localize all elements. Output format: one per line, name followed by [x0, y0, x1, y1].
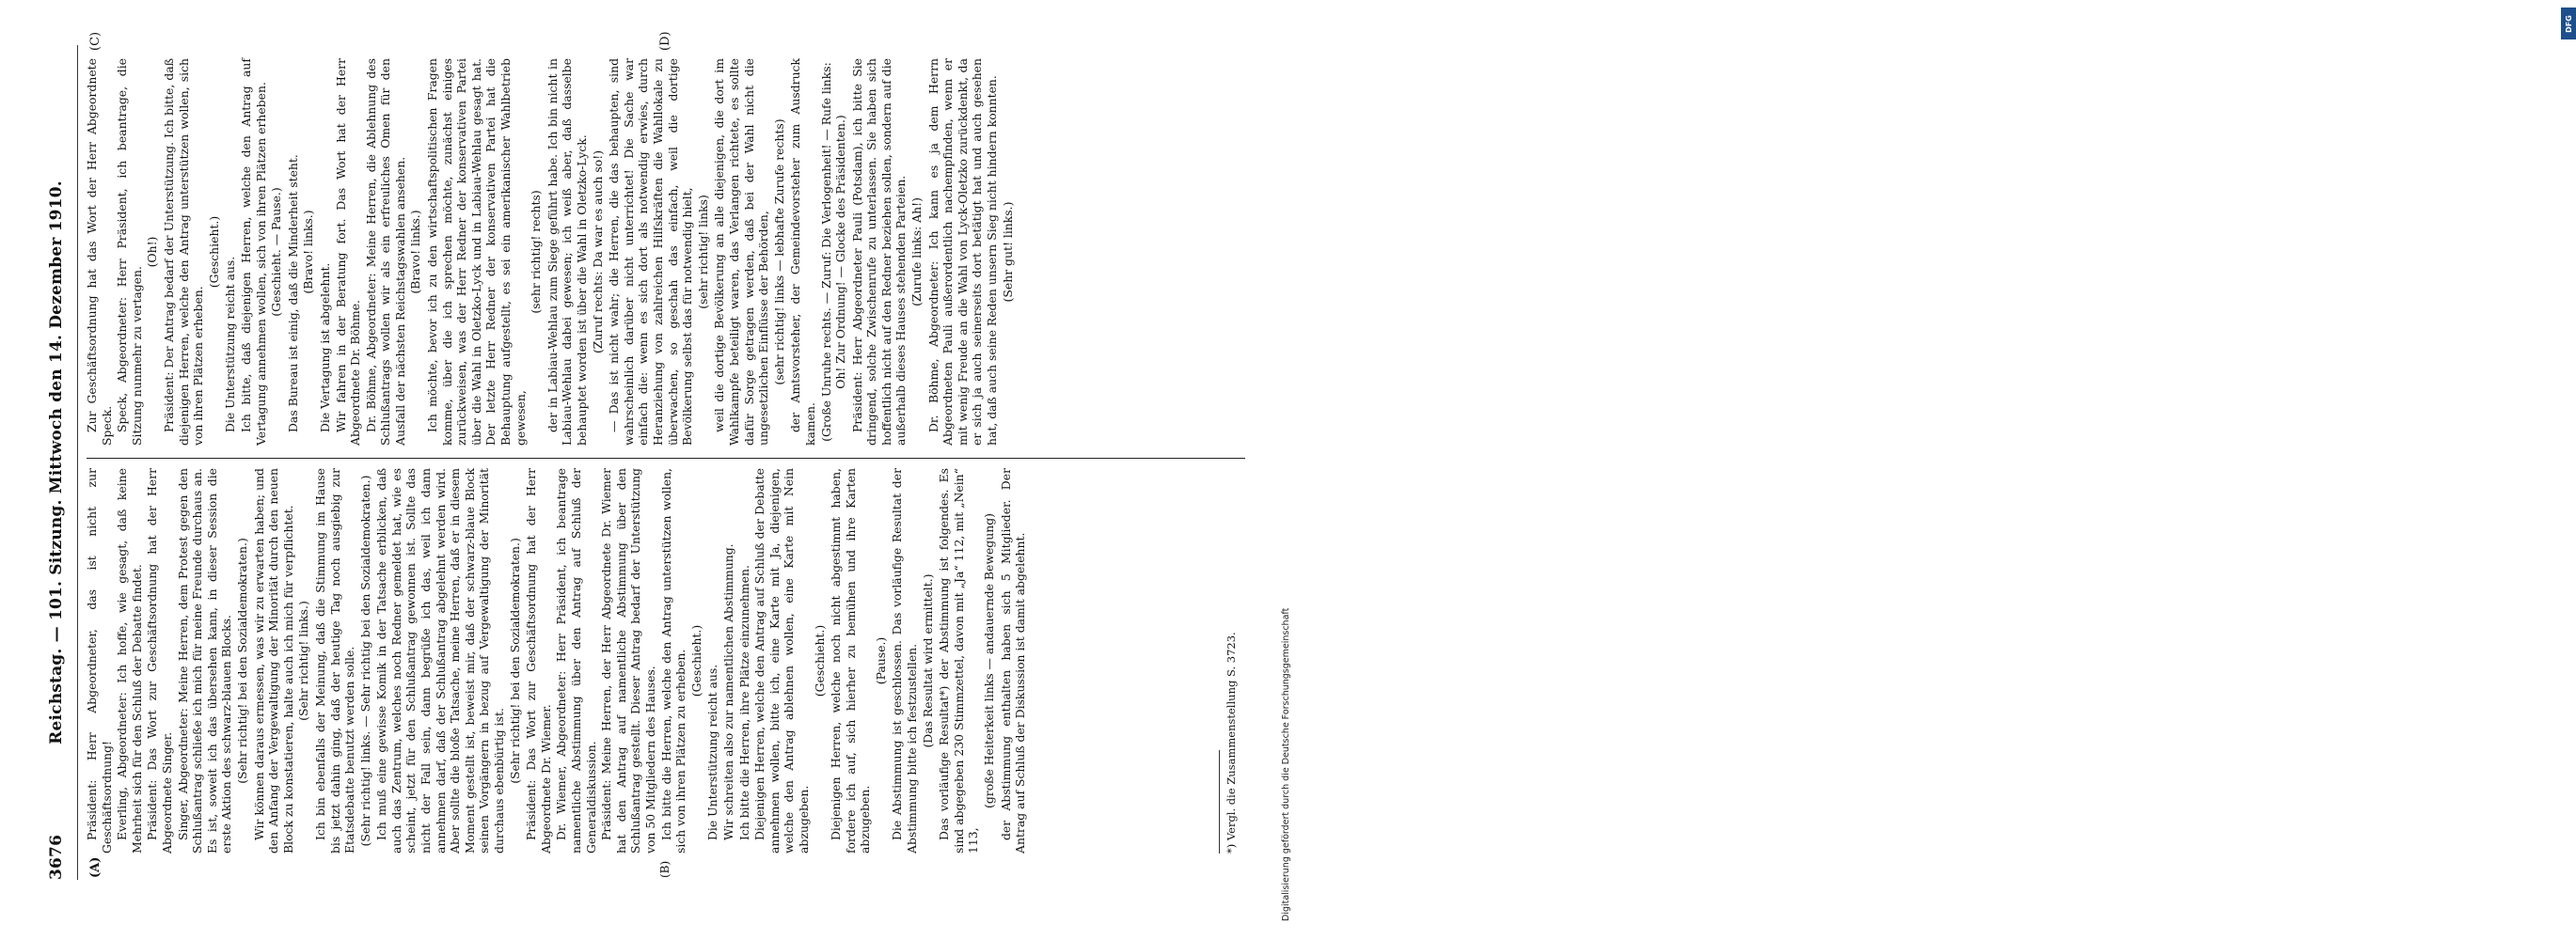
- paragraph: Ich bin ebenfalls der Meinung, daß die Stimmung im Hause bis jetzt dahin ging, daß der heutige Tag noch ausgiebig zur Etatsdebatte benutzt werden solle.: [312, 468, 357, 854]
- interjection: (sehr richtig! rechts): [529, 190, 544, 314]
- interjection: (Sehr richtig! links. — Sehr richtig bei den Sozialdemokraten.): [357, 475, 372, 847]
- paragraph: Präsident: Der Antrag bedarf der Unterstützung. Ich bitte, daß diejenigen Herren, welche den Antrag unterstützen wollen, sich von ihren Plätzen erheben.: [161, 58, 206, 446]
- interjection: (Oh!): [145, 236, 160, 268]
- section-marker-a: (A): [88, 856, 103, 878]
- digitization-credit: Digitalisierung gefördert durch die Deutsche Forschungsgemeinschaft: [1281, 607, 1291, 921]
- footnote: *) Vergl. die Zusammenstellung S. 3723.: [1225, 632, 1238, 854]
- interjection: (Geschieht.): [206, 215, 221, 289]
- paragraph: Speck, Abgeordneter: Herr Präsident, ich beantrage, die Sitzung nunmehr zu vertagen.: [115, 58, 144, 446]
- interjection: (Sehr gut! links.): [1000, 201, 1015, 303]
- footnote-rule: [1219, 750, 1220, 854]
- paragraph: der Abstimmung enthalten haben sich 5 Mitglieder. Der Antrag auf Schluß der Diskussion ist damit abgelehnt.: [998, 468, 1028, 854]
- paragraph: Ich muß eine gewisse Komik in der Tatsache erblicken, daß auch das Zentrum, welches noch Redner gemeldet hat, wie es scheint, jetzt für den Schlußantrag gewonnen ist. Sollte das nicht der Fall sein, dann begrüße ich das, weil ich dann annehmen darf, daß der Schlußantrag abgelehnt werden wird. Aber sollte die bloße Tatsache, meine Herren, daß er in diesem Moment gestellt ist, beweist mir, daß der schwarz-blaue Block seinen Vorgängern in bezug auf Vergewaltigung der Minorität durchaus ebenbürtig ist.: [374, 468, 507, 854]
- paragraph: Präsident: Herr Abgeordneter, das ist nicht zur Geschäftsordnung!: [85, 468, 114, 854]
- interjection: (Sehr richtig! bei den Sozialdemokraten.): [234, 538, 249, 784]
- section-marker-d: (D): [658, 31, 672, 51]
- interjection: (Zuruf rechts: Da war es auch so!): [590, 149, 605, 354]
- interjection: (Zurufe links: Ah!): [909, 197, 925, 306]
- paragraph: Die Abstimmung ist geschlossen. Das vorläufige Resultat der Abstimmung bitte ich festzustellen.: [890, 468, 920, 854]
- paragraph: Wir können daraus ermessen, was wir zu erwarten haben; und den Anfang der Vergewaltigung der Minorität durch den neuen Block zu konstatieren, halte auch ich mich für verpflichtet.: [251, 468, 295, 854]
- interjection: (sehr richtig! links — lebhafte Zurufe rechts): [771, 118, 786, 385]
- interjection: (Sehr richtig! bei den Sozialdemokraten.): [507, 538, 522, 784]
- paragraph: der Amtsvorsteher, der Gemeindevorsteher zum Ausdruck kamen.: [788, 58, 817, 446]
- interjection: (Geschieht.): [688, 624, 703, 697]
- paragraph: Ich bitte die Herren, ihre Plätze einzunehmen.: [736, 565, 751, 840]
- interjection: (Bravo! links.): [301, 210, 316, 294]
- paragraph: weil die dortige Bevölkerung an alle diejenigen, die dort im Wahlkampfe beteiligt waren, das Verlangen richtete, es sollte dafür Sorge getragen werden, daß bei der Wahl nicht die ungesetzlichen Einflüsse der Behörden,: [712, 58, 771, 446]
- interjection: (Bravo! links.): [408, 210, 423, 294]
- page-title: Reichstag. — 101. Sitzung. Mittwoch den 14. Dezember 1910.: [47, 180, 66, 744]
- paragraph: Präsident: Das Wort zur Geschäftsordnung hat der Herr Abgeordnete Dr. Wiemer.: [524, 468, 553, 854]
- paragraph: Wir fahren in der Beratung fort. Das Wort hat der Herr Abgeordnete Dr. Böhme.: [333, 58, 363, 446]
- paragraph: Ich bitte, daß diejenigen Herren, welche den Antrag auf Vertagung annehmen wollen, sich von ihren Plätzen erheben.: [238, 58, 268, 446]
- right-column: [85, 58, 1251, 446]
- paragraph: Präsident: Meine Herren, der Herr Abgeordnete Dr. Wiemer hat den Antrag auf namentliche Abstimmung über den Schlußantrag gestellt. Dieser Antrag bedarf der Unterstützung von 50 Mitgliedern des Hauses.: [599, 468, 657, 854]
- interjection: (Große Unruhe rechts. — Zuruf: Die Verlogenheit! — Rufe links: Oh! Zur Ordnung! — Glocke des Präsidenten.): [818, 62, 848, 442]
- paragraph: Dr. Böhme, Abgeordneter: Ich kann es ja dem Herrn Abgeordneten Pauli außerordentlich nachempfinden, wenn er mit wenig Freude an die Wahl von Lyck-Oletzko zurückdenkt, da er sich ja auch seinerseits dort betätigt hat und auch gesehen hat, daß auch seine Reden unsern Sieg nicht hindern konnten.: [925, 58, 1000, 446]
- paragraph: Präsident: Das Wort zur Geschäftsordnung hat der Herr Abgeordnete Singer.: [145, 468, 174, 854]
- page-number: 3676: [47, 834, 66, 880]
- dfg-logo: DFG: [2561, 8, 2576, 39]
- paragraph: Everling, Abgeordneter: Ich hoffe, wie gesagt, daß keine Mehrheit sich für den Schluß der Debatte findet.: [115, 468, 144, 854]
- paragraph: Das vorläufige Resultat*) der Abstimmung ist folgendes. Es sind abgegeben 230 Stimmzettel, davon mit „Ja“ 112, mit „Nein“ 113,: [937, 468, 981, 854]
- paragraph: Die Unterstützung reicht aus.: [705, 664, 720, 840]
- left-column: [85, 468, 1251, 854]
- paragraph: der in Labiau-Wehlau zum Siege geführt habe. Ich bin nicht in Labiau-Wehlau dabei gewesen; ich weiß aber, daß dasselbe behauptet worden ist über die Wahl in Oletzko-Lyck.: [545, 58, 589, 446]
- interjection: (große Heiterkeit links — andauernde Bewegung): [982, 513, 997, 808]
- interjection: (sehr richtig! links): [695, 195, 710, 309]
- paragraph: Diejenigen Herren, welche noch nicht abgestimmt haben, fordere ich auf, sich hierher zu bemühen und ihre Karten abzugeben.: [829, 468, 873, 854]
- paragraph: Wir schreiten also zur namentlichen Abstimmung.: [720, 543, 735, 840]
- paragraph: Dr. Wiemer, Abgeordneter: Herr Präsident, ich beantrage namentliche Abstimmung über den Antrag auf Schluß der Generaldiskussion.: [554, 468, 598, 854]
- paragraph: Das Bureau ist einig, daß die Minderheit steht.: [285, 154, 300, 432]
- paragraph: Dr. Böhme, Abgeordneter: Meine Herren, die Ablehnung des Schlußantrags wollen wir als ein erfreuliches Omen für den Ausfall der nächsten Reichstagswahlen ansehen.: [363, 58, 407, 446]
- paragraph: Diejenigen Herren, welche den Antrag auf Schluß der Debatte annehmen wollen, bitte ich, eine Karte mit Ja, diejenigen, welche den Antrag ablehnen wollen, eine Karte mit Nein abzugeben.: [752, 468, 811, 854]
- paragraph: Die Vertagung ist abgelehnt.: [317, 262, 332, 432]
- header-rule: [77, 45, 78, 880]
- interjection: (Sehr richtig! links.): [296, 601, 311, 721]
- paragraph: Singer, Abgeordneter: Meine Herren, dem Protest gegen den Schlußantrag schließe ich mich für meine Freunde durchaus an. Es ist, soweit ich das übersehen kann, in dieser Session die erste Aktion des schwarz-blauen Blocks.: [175, 468, 234, 854]
- section-marker-c: (C): [88, 31, 103, 51]
- paragraph: — Das ist nicht wahr; die Herren, die das behaupten, sind wahrscheinlich darüber nicht unterrichtet! Die Sache war einfach die: wenn es sich dort als notwendig erwies, durch Heranziehung von zahlreichen Hilfskräften die Wahllokale zu überwachen, so geschah das einfach, weil die dortige Bevölkerung selbst das für notwendig hielt,: [607, 58, 695, 446]
- section-marker-b: (B): [658, 860, 672, 878]
- column-divider: [87, 458, 1245, 459]
- paragraph: Die Unterstützung reicht aus.: [223, 256, 238, 432]
- paragraph: Ich möchte, bevor ich zu den wirtschaftspolitischen Fragen komme, über die ich sprechen möchte, zunächst einiges zurückweisen, was der Herr Redner der konservativen Partei über die Wahl in Oletzko-Lyck und in Labiau-Wehlau gesagt hat. Der letzte Herr Redner der konservativen Partei hat die Behauptung aufgestellt, es sei ein amerikanischer Wahlbetrieb gewesen,: [425, 58, 528, 446]
- paragraph: Präsident: Herr Abgeordneter Pauli (Potsdam), ich bitte Sie dringend, solche Zwischenrufe zu unterlassen. Sie haben sich hoffentlich nicht auf den Redner beziehen sollen, sondern auf die außerhalb dieses Hauses stehenden Parteien.: [849, 58, 909, 446]
- paragraph: Zur Geschäftsordnung hat das Wort der Herr Abgeordnete Speck.: [85, 58, 114, 446]
- interjection: (Geschieht.): [812, 624, 827, 697]
- interjection: (Das Resultat wird ermittelt.): [920, 573, 935, 748]
- paragraph: Ich bitte die Herren, welche den Antrag unterstützen wollen, sich von ihren Plätzen zu erheben.: [658, 468, 688, 854]
- interjection: (Pause.): [873, 636, 888, 685]
- interjection: (Geschieht. — Pause.): [269, 187, 284, 317]
- running-head: [47, 45, 71, 880]
